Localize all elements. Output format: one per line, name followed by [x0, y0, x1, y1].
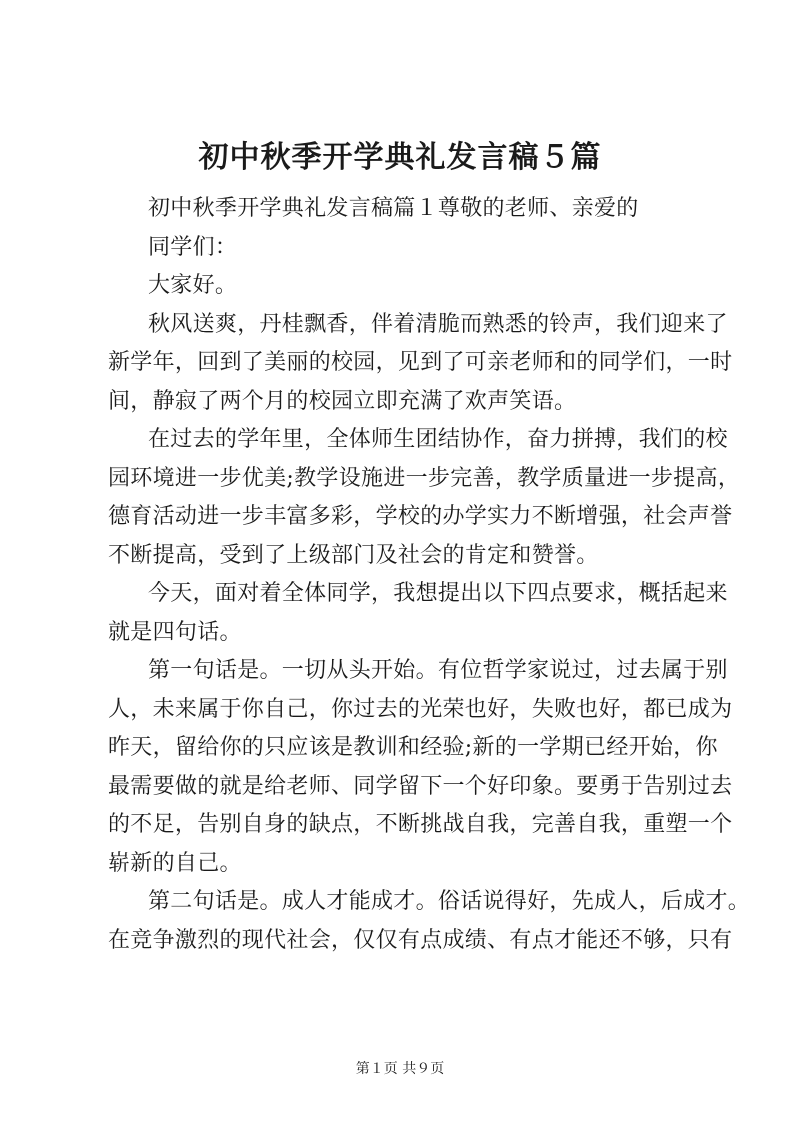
paragraph-line: 第二句话是。成人才能成才。俗话说得好，先成人，后成才。 [148, 889, 751, 914]
paragraph-line: 人，未来属于你自己，你过去的光荣也好，失败也好，都已成为 [108, 696, 733, 722]
paragraph-line: 第一句话是。一切从头开始。有位哲学家说过，过去属于别 [148, 658, 728, 683]
paragraph-line: 德育活动进一步丰富多彩，学校的办学实力不断增强，社会声誉 [108, 504, 733, 529]
paragraph-line: 就是四句话。 [108, 619, 242, 645]
paragraph-line: 崭新的自己。 [108, 850, 242, 876]
paragraph-line: 同学们： [148, 234, 238, 260]
paragraph-line: 不断提高，受到了上级部门及社会的肯定和赞誉。 [108, 542, 599, 568]
paragraph-line: 初中秋季开学典礼发言稿篇１尊敬的老师、亲爱的 [148, 196, 639, 221]
paragraph-line: 间，静寂了两个月的校园立即充满了欢声笑语。 [108, 388, 577, 414]
document-body [108, 190, 751, 960]
paragraph-line: 园环境进一步优美;教学设施进一步完善，教学质量进一步提高， [108, 465, 741, 491]
paragraph-line: 大家好。 [148, 273, 238, 298]
paragraph-line: 秋风送爽，丹桂飘香，伴着清脆而熟悉的铃声，我们迎来了 [148, 311, 728, 337]
paragraph-line: 最需要做的就是给老师、同学留下一个好印象。要勇于告别过去 [108, 773, 733, 799]
page-number-footer: 第１页 共９页 [355, 1061, 445, 1077]
paragraph-line: 在竞争激烈的现代社会，仅仅有点成绩、有点才能还不够，只有 [108, 927, 733, 953]
paragraph-line: 昨天，留给你的只应该是教训和经验;新的一学期已经开始，你 [108, 735, 718, 760]
paragraph-line: 今天，面对着全体同学，我想提出以下四点要求，概括起来 [148, 581, 728, 606]
paragraph-line: 在过去的学年里，全体师生团结协作，奋力拼搏，我们的校 [148, 427, 728, 452]
document-title: 初中秋季开学典礼发言稿５篇 [198, 140, 602, 175]
paragraph-line: 新学年，回到了美丽的校园，见到了可亲老师和的同学们，一时 [108, 350, 733, 375]
paragraph-line: 的不足，告别自身的缺点，不断挑战自我，完善自我，重塑一个 [108, 812, 733, 837]
